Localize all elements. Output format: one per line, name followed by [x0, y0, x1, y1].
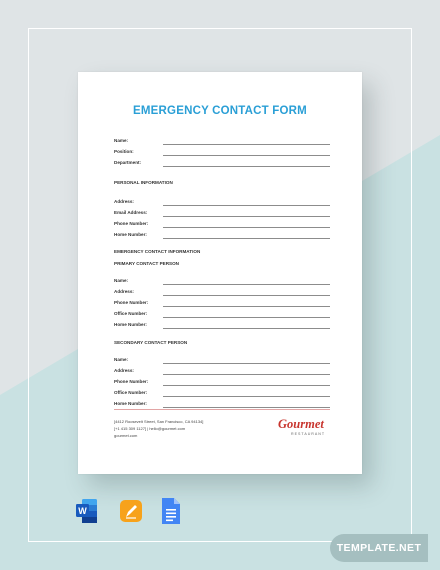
- phone-field: [114, 221, 330, 229]
- fill-line[interactable]: [163, 155, 330, 156]
- fill-line[interactable]: [163, 166, 330, 167]
- fill-line[interactable]: [163, 317, 330, 318]
- department-field: [114, 160, 330, 168]
- fill-line[interactable]: [163, 205, 330, 206]
- email-field: [114, 210, 330, 218]
- field-label: Name:: [114, 138, 129, 143]
- footer-address: [4412 Roosevelt Street, San Francisco, CA 94134]: [114, 419, 204, 424]
- field-label: Name:: [114, 278, 129, 283]
- primary-contact-heading: PRIMARY CONTACT PERSON: [114, 261, 179, 266]
- field-label: Position:: [114, 149, 134, 154]
- field-label: Phone Number:: [114, 221, 149, 226]
- secondary-contact-heading: SECONDARY CONTACT PERSON: [114, 340, 188, 345]
- primary-phone-field: [114, 300, 330, 308]
- secondary-phone-field: [114, 379, 330, 387]
- personal-info-heading: PERSONAL INFORMATION: [114, 180, 173, 185]
- fill-line[interactable]: [163, 227, 330, 228]
- field-label: Home Number:: [114, 322, 147, 327]
- form-title: EMERGENCY CONTACT FORM: [133, 105, 307, 117]
- fill-line[interactable]: [163, 306, 330, 307]
- field-label: Name:: [114, 357, 129, 362]
- home-number-field: [114, 232, 330, 240]
- fill-line[interactable]: [163, 407, 330, 408]
- fill-line[interactable]: [163, 374, 330, 375]
- field-label: Address:: [114, 368, 134, 373]
- word-icon-letter: W: [78, 506, 87, 517]
- pages-icon[interactable]: [120, 497, 142, 525]
- field-label: Office Number:: [114, 311, 148, 316]
- secondary-address-field: [114, 368, 330, 376]
- field-label: Phone Number:: [114, 379, 149, 384]
- google-docs-icon[interactable]: [160, 497, 182, 525]
- fill-line[interactable]: [163, 396, 330, 397]
- word-icon[interactable]: [76, 497, 98, 525]
- secondary-name-field: [114, 357, 330, 365]
- fill-line[interactable]: [163, 385, 330, 386]
- footer-website: gourmet.com: [114, 433, 138, 438]
- field-label: Department:: [114, 160, 142, 165]
- position-field: [114, 149, 330, 157]
- field-label: Office Number:: [114, 390, 148, 395]
- address-field: [114, 199, 330, 207]
- primary-office-field: [114, 311, 330, 319]
- gourmet-logo: Gourmet: [278, 417, 324, 431]
- field-label: Home Number:: [114, 401, 147, 406]
- primary-address-field: [114, 289, 330, 297]
- secondary-home-field: [114, 401, 330, 409]
- fill-line[interactable]: [163, 238, 330, 239]
- fill-line[interactable]: [163, 216, 330, 217]
- fill-line[interactable]: [163, 328, 330, 329]
- fill-line[interactable]: [163, 363, 330, 364]
- fill-line[interactable]: [163, 295, 330, 296]
- template-net-badge[interactable]: TEMPLATE.NET: [330, 534, 428, 562]
- emergency-contact-heading: EMERGENCY CONTACT INFORMATION: [114, 249, 201, 254]
- footer-contact: [+1 415 309 1127] | hello@gourmet.com: [114, 426, 186, 431]
- field-label: Address:: [114, 199, 134, 204]
- form-document: [78, 72, 362, 474]
- field-label: Phone Number:: [114, 300, 149, 305]
- field-label: Email Address:: [114, 210, 148, 215]
- field-label: Address:: [114, 289, 134, 294]
- secondary-office-field: [114, 390, 330, 398]
- logo-tagline: RESTAURANT: [291, 432, 326, 436]
- fill-line[interactable]: [163, 144, 330, 145]
- primary-name-field: [114, 278, 330, 286]
- fill-line[interactable]: [163, 284, 330, 285]
- name-field: [114, 138, 330, 146]
- field-label: Home Number:: [114, 232, 147, 237]
- primary-home-field: [114, 322, 330, 330]
- footer-divider: [114, 409, 330, 410]
